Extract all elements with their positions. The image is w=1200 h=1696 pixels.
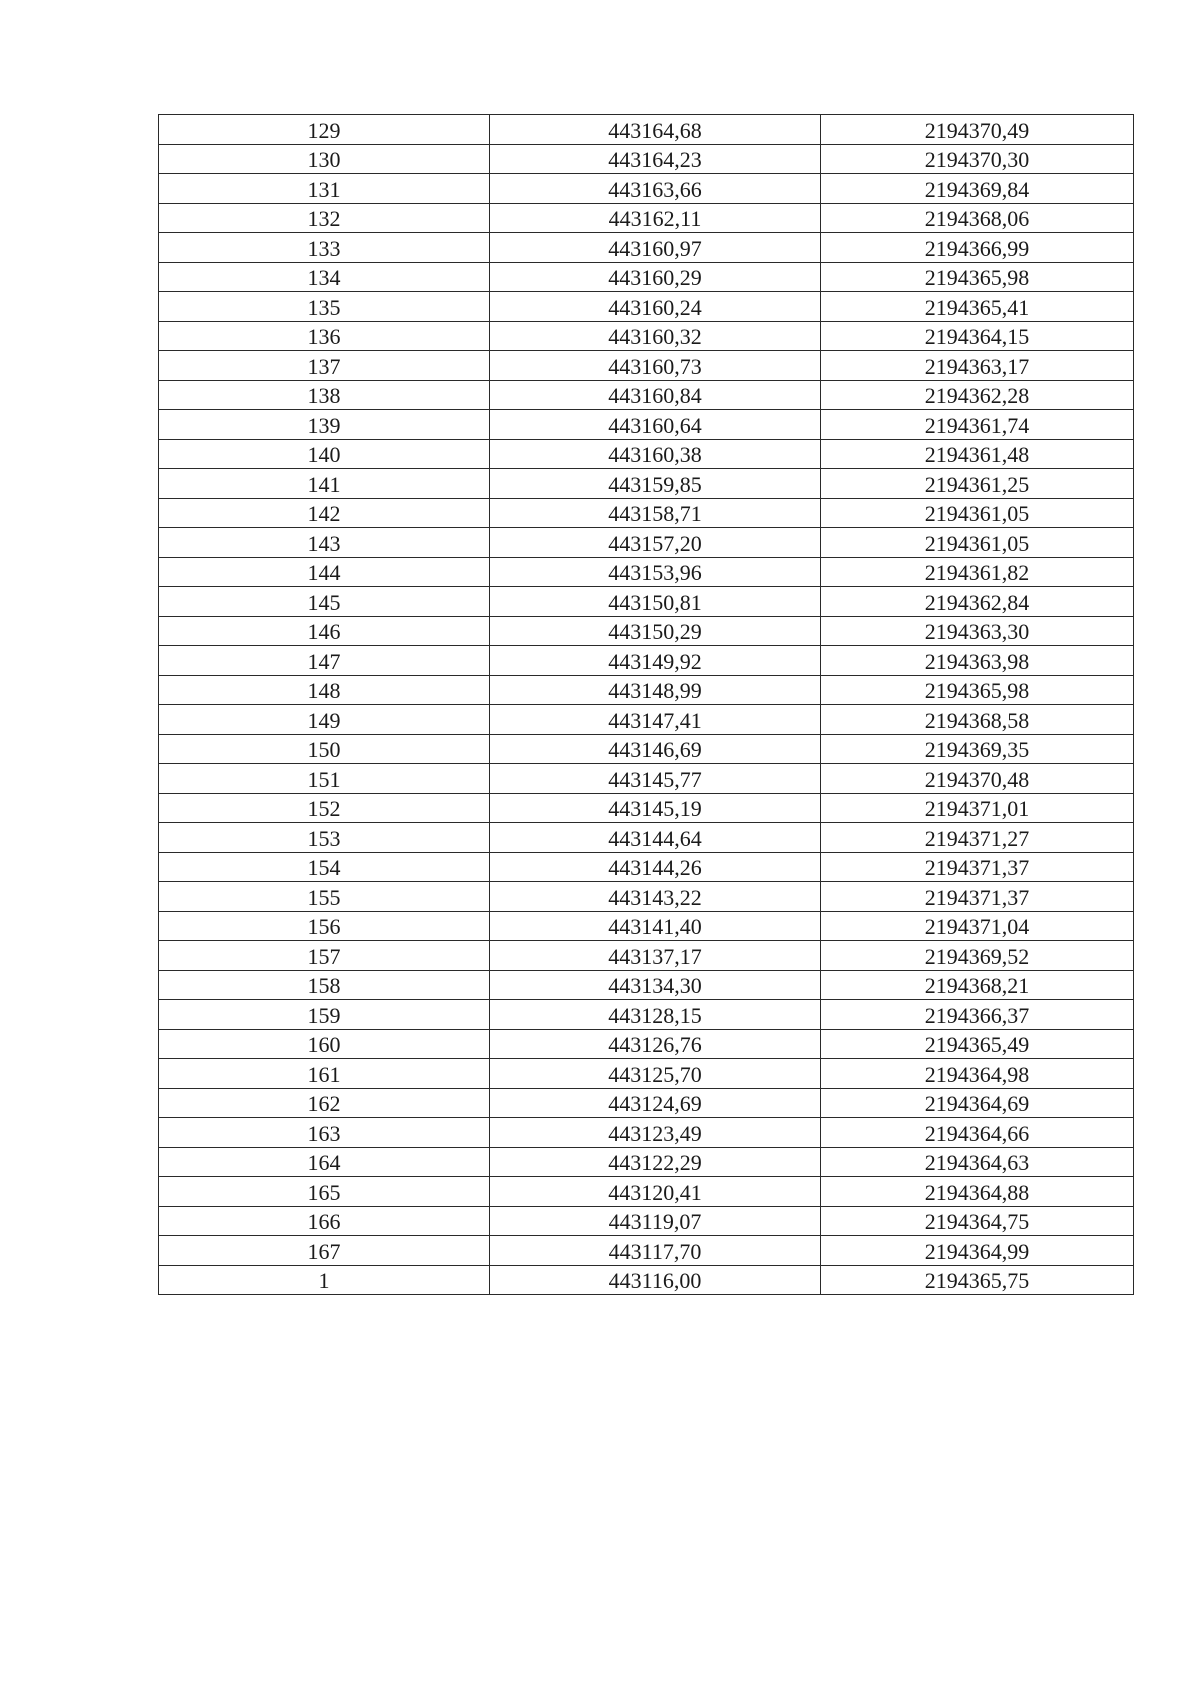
x-coordinate-cell: 443158,71	[490, 498, 821, 528]
y-coordinate-cell: 2194364,99	[821, 1236, 1134, 1266]
table-row	[159, 616, 1134, 646]
y-coordinate-cell: 2194361,48	[821, 439, 1134, 469]
x-coordinate-cell: 443160,97	[490, 233, 821, 263]
point-number-cell: 143	[159, 528, 490, 558]
y-coordinate-cell: 2194364,66	[821, 1118, 1134, 1148]
y-coordinate-cell: 2194364,15	[821, 321, 1134, 351]
y-coordinate-cell: 2194371,37	[821, 882, 1134, 912]
x-coordinate-cell: 443124,69	[490, 1088, 821, 1118]
x-coordinate-cell: 443160,64	[490, 410, 821, 440]
point-number-cell: 163	[159, 1118, 490, 1148]
table-row	[159, 1147, 1134, 1177]
point-number-cell: 139	[159, 410, 490, 440]
y-coordinate-cell: 2194364,63	[821, 1147, 1134, 1177]
x-coordinate-cell: 443120,41	[490, 1177, 821, 1207]
y-coordinate-cell: 2194363,17	[821, 351, 1134, 381]
table-row	[159, 557, 1134, 587]
y-coordinate-cell: 2194371,27	[821, 823, 1134, 853]
x-coordinate-cell: 443160,38	[490, 439, 821, 469]
y-coordinate-cell: 2194371,04	[821, 911, 1134, 941]
table-row	[159, 1088, 1134, 1118]
point-number-cell: 153	[159, 823, 490, 853]
point-number-cell: 155	[159, 882, 490, 912]
y-coordinate-cell: 2194364,75	[821, 1206, 1134, 1236]
table-row	[159, 351, 1134, 381]
x-coordinate-cell: 443148,99	[490, 675, 821, 705]
y-coordinate-cell: 2194368,58	[821, 705, 1134, 735]
table-row	[159, 1236, 1134, 1266]
y-coordinate-cell: 2194361,05	[821, 528, 1134, 558]
table-row	[159, 941, 1134, 971]
x-coordinate-cell: 443150,81	[490, 587, 821, 617]
x-coordinate-cell: 443162,11	[490, 203, 821, 233]
y-coordinate-cell: 2194365,49	[821, 1029, 1134, 1059]
point-number-cell: 157	[159, 941, 490, 971]
table-row	[159, 1029, 1134, 1059]
table-row	[159, 380, 1134, 410]
y-coordinate-cell: 2194364,69	[821, 1088, 1134, 1118]
y-coordinate-cell: 2194368,06	[821, 203, 1134, 233]
y-coordinate-cell: 2194371,01	[821, 793, 1134, 823]
x-coordinate-cell: 443134,30	[490, 970, 821, 1000]
y-coordinate-cell: 2194366,37	[821, 1000, 1134, 1030]
x-coordinate-cell: 443137,17	[490, 941, 821, 971]
point-number-cell: 138	[159, 380, 490, 410]
y-coordinate-cell: 2194365,41	[821, 292, 1134, 322]
table-row	[159, 646, 1134, 676]
table-row	[159, 587, 1134, 617]
point-number-cell: 160	[159, 1029, 490, 1059]
x-coordinate-cell: 443149,92	[490, 646, 821, 676]
x-coordinate-cell: 443160,32	[490, 321, 821, 351]
x-coordinate-cell: 443150,29	[490, 616, 821, 646]
x-coordinate-cell: 443164,68	[490, 115, 821, 145]
table-row	[159, 203, 1134, 233]
y-coordinate-cell: 2194370,48	[821, 764, 1134, 794]
point-number-cell: 149	[159, 705, 490, 735]
point-number-cell: 141	[159, 469, 490, 499]
y-coordinate-cell: 2194363,98	[821, 646, 1134, 676]
x-coordinate-cell: 443160,73	[490, 351, 821, 381]
point-number-cell: 154	[159, 852, 490, 882]
point-number-cell: 134	[159, 262, 490, 292]
table-row	[159, 321, 1134, 351]
table-row	[159, 1265, 1134, 1295]
table-row	[159, 439, 1134, 469]
x-coordinate-cell: 443153,96	[490, 557, 821, 587]
y-coordinate-cell: 2194365,75	[821, 1265, 1134, 1295]
table-row	[159, 1059, 1134, 1089]
y-coordinate-cell: 2194365,98	[821, 675, 1134, 705]
table-row	[159, 1206, 1134, 1236]
table-row	[159, 292, 1134, 322]
table-row	[159, 764, 1134, 794]
x-coordinate-cell: 443144,26	[490, 852, 821, 882]
x-coordinate-cell: 443157,20	[490, 528, 821, 558]
x-coordinate-cell: 443159,85	[490, 469, 821, 499]
y-coordinate-cell: 2194365,98	[821, 262, 1134, 292]
x-coordinate-cell: 443125,70	[490, 1059, 821, 1089]
point-number-cell: 135	[159, 292, 490, 322]
table-row	[159, 793, 1134, 823]
table-row	[159, 528, 1134, 558]
table-row	[159, 498, 1134, 528]
x-coordinate-cell: 443145,77	[490, 764, 821, 794]
y-coordinate-cell: 2194361,82	[821, 557, 1134, 587]
point-number-cell: 142	[159, 498, 490, 528]
point-number-cell: 144	[159, 557, 490, 587]
point-number-cell: 162	[159, 1088, 490, 1118]
table-row	[159, 675, 1134, 705]
point-number-cell: 147	[159, 646, 490, 676]
table-row	[159, 1118, 1134, 1148]
y-coordinate-cell: 2194362,28	[821, 380, 1134, 410]
point-number-cell: 166	[159, 1206, 490, 1236]
x-coordinate-cell: 443146,69	[490, 734, 821, 764]
table-row	[159, 1000, 1134, 1030]
point-number-cell: 156	[159, 911, 490, 941]
x-coordinate-cell: 443145,19	[490, 793, 821, 823]
table-row	[159, 734, 1134, 764]
y-coordinate-cell: 2194369,52	[821, 941, 1134, 971]
x-coordinate-cell: 443160,29	[490, 262, 821, 292]
point-number-cell: 161	[159, 1059, 490, 1089]
y-coordinate-cell: 2194370,49	[821, 115, 1134, 145]
x-coordinate-cell: 443117,70	[490, 1236, 821, 1266]
y-coordinate-cell: 2194366,99	[821, 233, 1134, 263]
x-coordinate-cell: 443128,15	[490, 1000, 821, 1030]
point-number-cell: 167	[159, 1236, 490, 1266]
x-coordinate-cell: 443119,07	[490, 1206, 821, 1236]
table-row	[159, 882, 1134, 912]
point-number-cell: 146	[159, 616, 490, 646]
point-number-cell: 133	[159, 233, 490, 263]
y-coordinate-cell: 2194369,35	[821, 734, 1134, 764]
x-coordinate-cell: 443147,41	[490, 705, 821, 735]
x-coordinate-cell: 443163,66	[490, 174, 821, 204]
x-coordinate-cell: 443143,22	[490, 882, 821, 912]
point-number-cell: 164	[159, 1147, 490, 1177]
point-number-cell: 1	[159, 1265, 490, 1295]
table-row	[159, 233, 1134, 263]
point-number-cell: 151	[159, 764, 490, 794]
y-coordinate-cell: 2194361,05	[821, 498, 1134, 528]
y-coordinate-cell: 2194370,30	[821, 144, 1134, 174]
x-coordinate-cell: 443126,76	[490, 1029, 821, 1059]
table-row	[159, 852, 1134, 882]
x-coordinate-cell: 443141,40	[490, 911, 821, 941]
point-number-cell: 131	[159, 174, 490, 204]
point-number-cell: 148	[159, 675, 490, 705]
y-coordinate-cell: 2194363,30	[821, 616, 1134, 646]
point-number-cell: 136	[159, 321, 490, 351]
table-row	[159, 410, 1134, 440]
y-coordinate-cell: 2194364,98	[821, 1059, 1134, 1089]
table-row	[159, 1177, 1134, 1207]
y-coordinate-cell: 2194368,21	[821, 970, 1134, 1000]
y-coordinate-cell: 2194364,88	[821, 1177, 1134, 1207]
x-coordinate-cell: 443122,29	[490, 1147, 821, 1177]
y-coordinate-cell: 2194361,25	[821, 469, 1134, 499]
y-coordinate-cell: 2194361,74	[821, 410, 1134, 440]
x-coordinate-cell: 443116,00	[490, 1265, 821, 1295]
coordinates-table-body	[159, 115, 1134, 1295]
table-row	[159, 705, 1134, 735]
table-row	[159, 469, 1134, 499]
table-row	[159, 262, 1134, 292]
point-number-cell: 130	[159, 144, 490, 174]
point-number-cell: 140	[159, 439, 490, 469]
y-coordinate-cell: 2194371,37	[821, 852, 1134, 882]
point-number-cell: 150	[159, 734, 490, 764]
table-row	[159, 911, 1134, 941]
point-number-cell: 145	[159, 587, 490, 617]
point-number-cell: 129	[159, 115, 490, 145]
x-coordinate-cell: 443164,23	[490, 144, 821, 174]
x-coordinate-cell: 443123,49	[490, 1118, 821, 1148]
point-number-cell: 165	[159, 1177, 490, 1207]
x-coordinate-cell: 443160,24	[490, 292, 821, 322]
table-row	[159, 174, 1134, 204]
point-number-cell: 132	[159, 203, 490, 233]
coordinates-table	[158, 114, 1134, 1295]
table-row	[159, 115, 1134, 145]
x-coordinate-cell: 443144,64	[490, 823, 821, 853]
y-coordinate-cell: 2194369,84	[821, 174, 1134, 204]
point-number-cell: 159	[159, 1000, 490, 1030]
point-number-cell: 152	[159, 793, 490, 823]
y-coordinate-cell: 2194362,84	[821, 587, 1134, 617]
table-row	[159, 823, 1134, 853]
table-row	[159, 970, 1134, 1000]
point-number-cell: 158	[159, 970, 490, 1000]
point-number-cell: 137	[159, 351, 490, 381]
x-coordinate-cell: 443160,84	[490, 380, 821, 410]
table-row	[159, 144, 1134, 174]
